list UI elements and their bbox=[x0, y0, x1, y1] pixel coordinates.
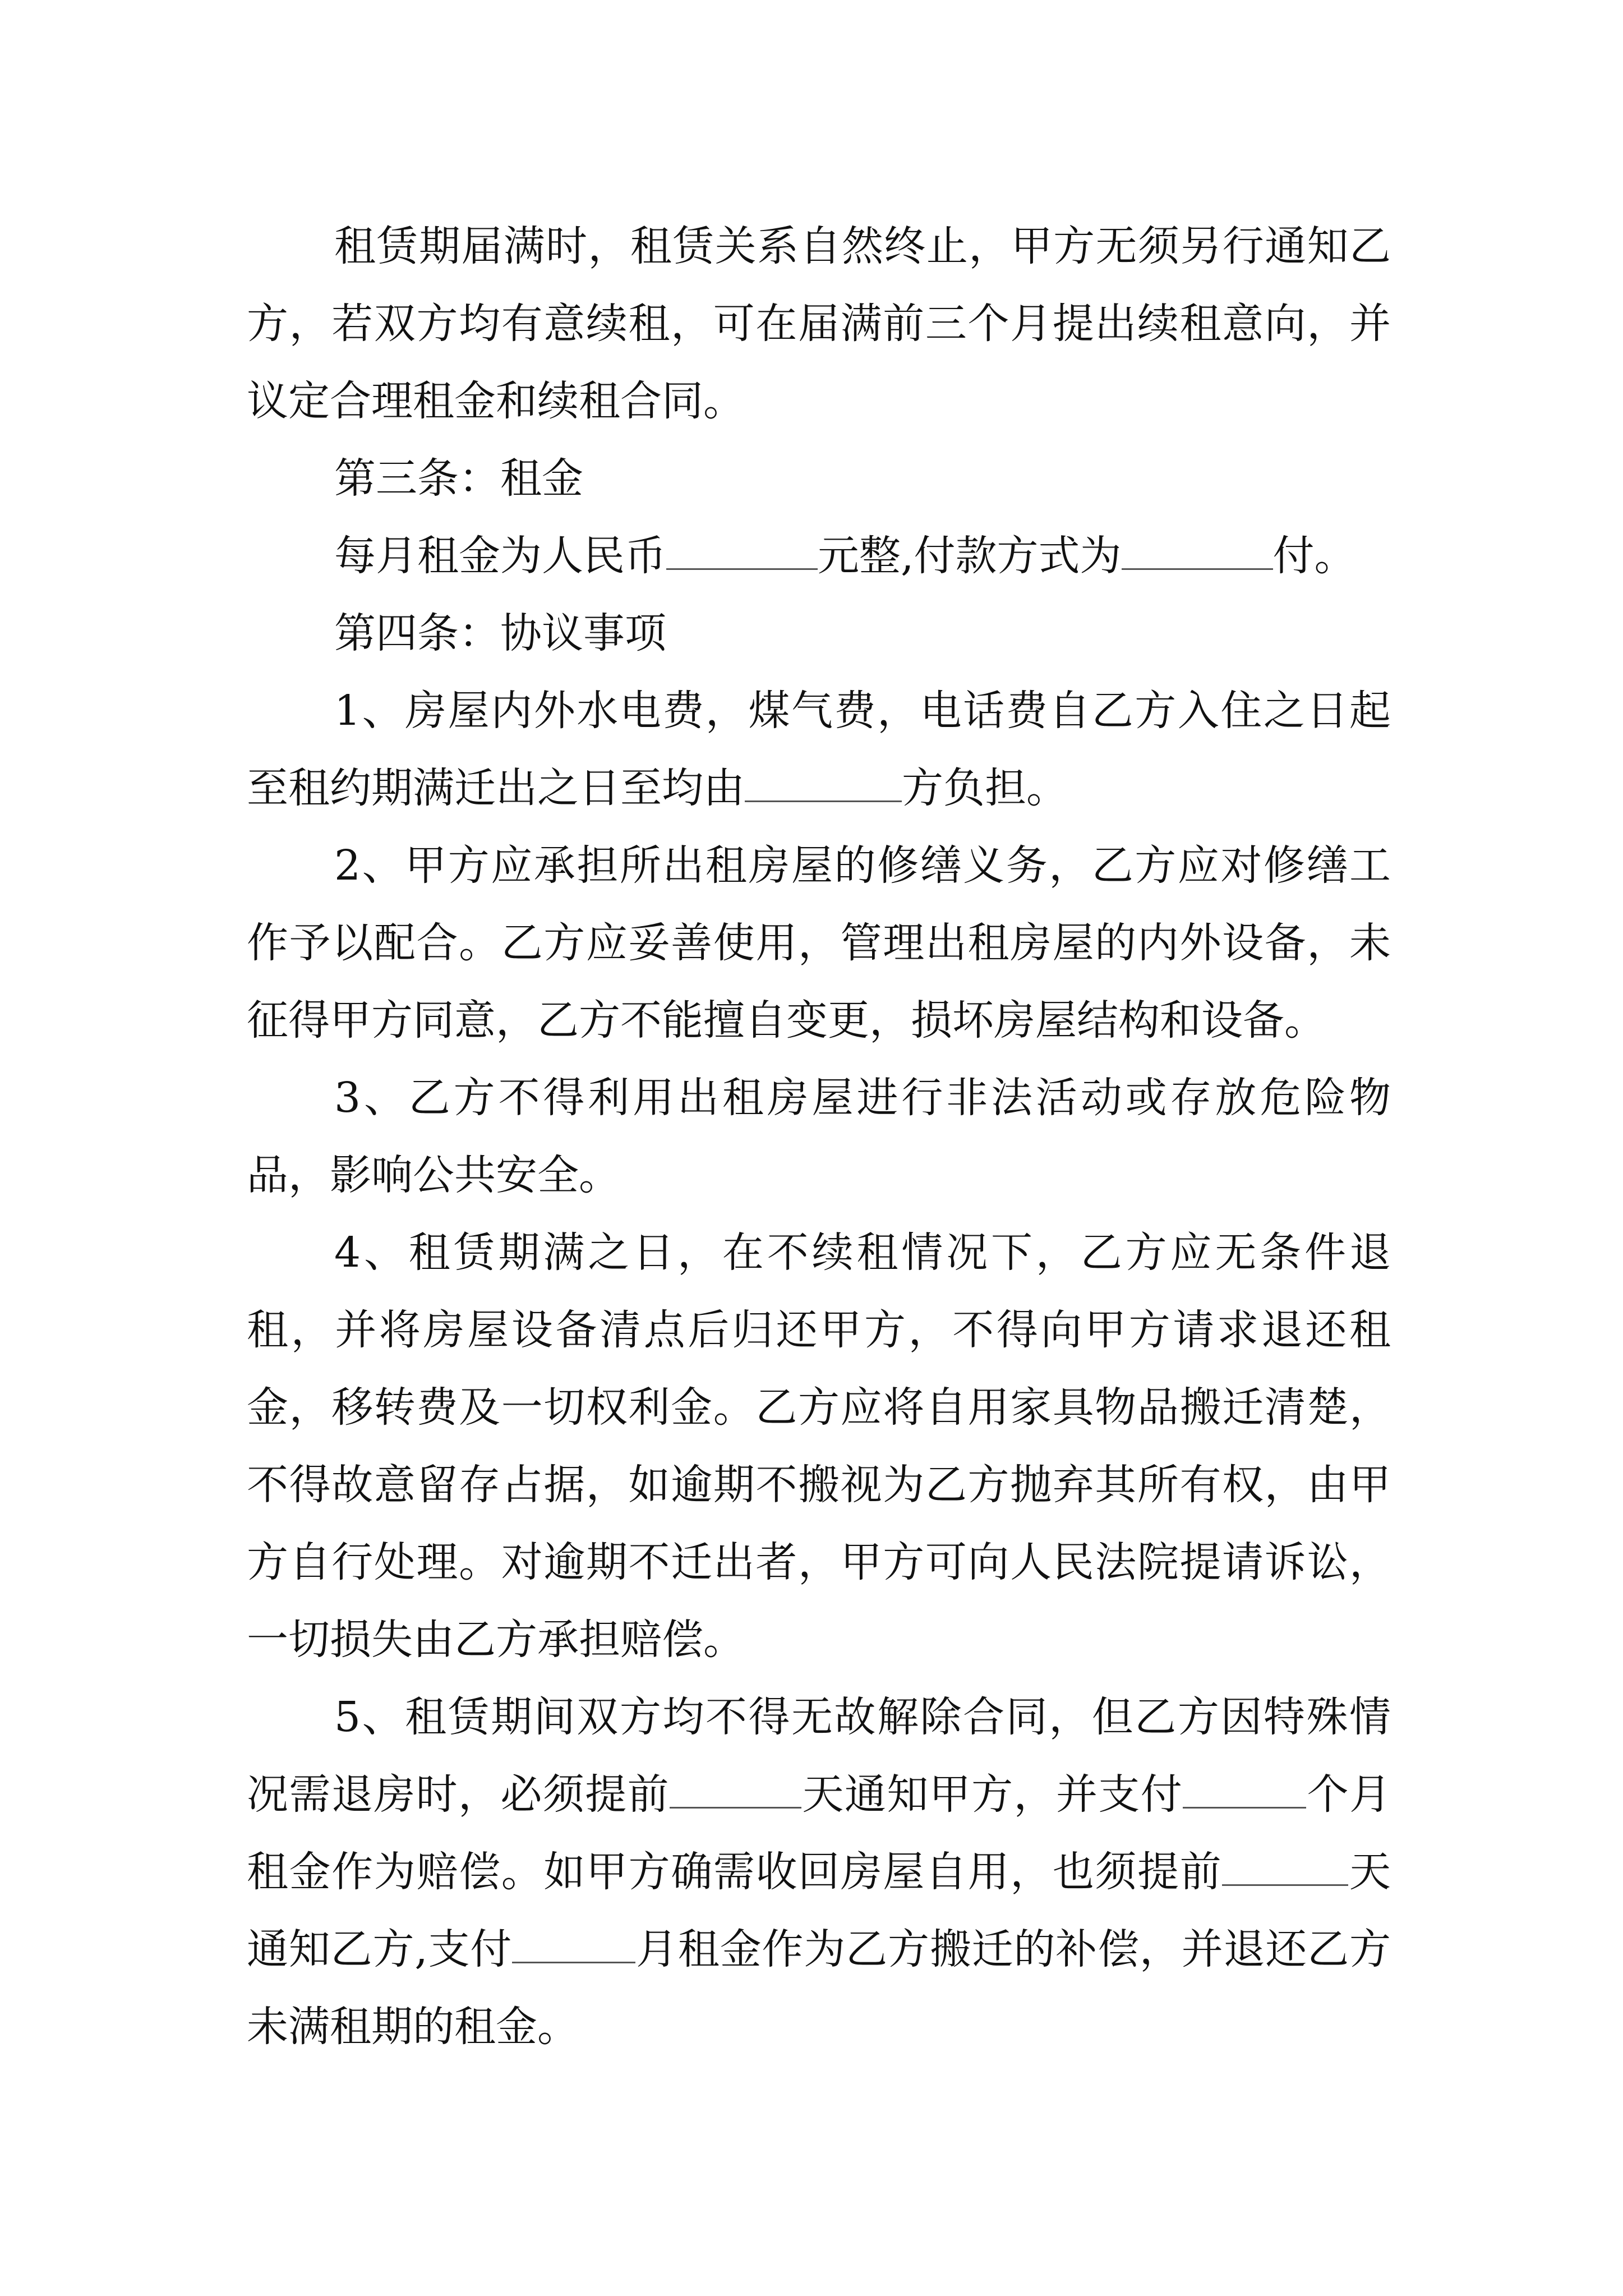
item-1 bbox=[247, 672, 1391, 827]
text-segment: 1、房屋内外水电费，煤气费，电话费自乙方入住之日起至租约期满迁出之日至均由 bbox=[247, 687, 1391, 812]
blank-rent-amount[interactable] bbox=[666, 527, 818, 570]
paragraph-text: 租赁期届满时，租赁关系自然终止，甲方无须另行通知乙方，若双方均有意续租，可在届满前三个月提出续租意向，并议定合理租金和续租合同。 bbox=[247, 222, 1391, 425]
blank-payment-method[interactable] bbox=[1122, 527, 1273, 570]
blank-compensation-months-tenant[interactable] bbox=[1183, 1765, 1306, 1809]
blank-utility-party[interactable] bbox=[745, 759, 902, 802]
item-2 bbox=[247, 827, 1391, 1059]
document-body bbox=[247, 208, 1391, 2065]
text-segment: 5、租赁期间双方均不得无故解除合同，但乙方因特殊情况需退房时，必须提前 bbox=[247, 1693, 1391, 1819]
text-segment: 天通知甲方，并支付 bbox=[801, 1770, 1183, 1819]
text-segment: 3、乙方不得利用出租房屋进行非法活动或存放危险物品，影响公共安全。 bbox=[247, 1074, 1391, 1199]
heading-article-4 bbox=[247, 595, 1391, 672]
text-segment: 方负担。 bbox=[902, 764, 1068, 812]
blank-notice-days-tenant[interactable] bbox=[670, 1765, 801, 1809]
heading-article-3 bbox=[247, 440, 1391, 517]
heading-text: 第四条：协议事项 bbox=[334, 609, 666, 657]
text-segment: 元整,付款方式为 bbox=[818, 532, 1122, 580]
heading-text: 第三条：租金 bbox=[334, 454, 583, 503]
item-3 bbox=[247, 1059, 1391, 1214]
blank-compensation-months-landlord[interactable] bbox=[512, 1920, 635, 1963]
text-segment: 月租金作为乙方搬迁的补偿，并退还乙方未满租期的租金。 bbox=[247, 1925, 1391, 2051]
text-segment: 每月租金为人民币 bbox=[334, 532, 666, 580]
text-segment: 天通知乙方,支付 bbox=[247, 1848, 1391, 1973]
text-segment: 个月租金作为赔偿。如甲方确需收回房屋自用，也须提前 bbox=[247, 1770, 1391, 1896]
text-segment: 4、租赁期满之日，在不续租情况下，乙方应无条件退租，并将房屋设备清点后归还甲方，不得向甲方请求退还租金，移转费及一切权利金。乙方应将自用家具物品搬迁清楚，不得故意留存占据，如逾期不搬视为乙方抛弃其所有权，由甲方自行处理。对逾期不迁出者，甲方可向人民法院提请诉讼，一切损失由乙方承担赔偿。 bbox=[247, 1228, 1391, 1664]
blank-notice-days-landlord[interactable] bbox=[1222, 1843, 1348, 1886]
paragraph-lease-expiry bbox=[247, 208, 1391, 440]
paragraph-rent bbox=[247, 517, 1391, 595]
item-4 bbox=[247, 1214, 1391, 1678]
item-5 bbox=[247, 1678, 1391, 2065]
text-segment: 2、甲方应承担所出租房屋的修缮义务，乙方应对修缮工作予以配合。乙方应妥善使用，管理出租房屋的内外设备，未征得甲方同意，乙方不能擅自变更，损坏房屋结构和设备。 bbox=[247, 841, 1391, 1045]
text-segment: 付。 bbox=[1272, 532, 1356, 580]
